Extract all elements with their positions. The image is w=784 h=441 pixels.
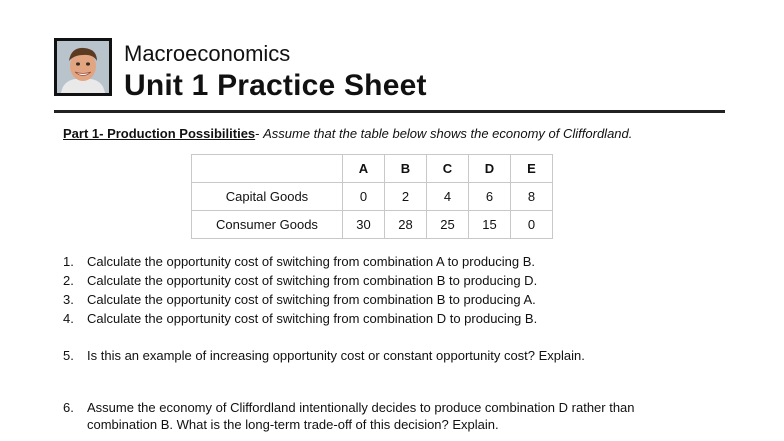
question-number: 4. (63, 311, 74, 326)
page-title: Unit 1 Practice Sheet (124, 69, 427, 102)
question-number: 5. (63, 348, 74, 363)
question-number: 1. (63, 254, 74, 269)
table-header-row (192, 155, 553, 183)
part-1-separator: - (255, 126, 264, 141)
table-cell: 2 (385, 183, 427, 211)
column-header: C (427, 155, 469, 183)
course-subject: Macroeconomics (124, 41, 291, 66)
part-1-heading: Part 1- Production Possibilities (63, 126, 256, 141)
table-corner-cell (192, 155, 343, 183)
column-header: D (469, 155, 511, 183)
question-text: combination B. What is the long-term trade-off of this decision? Explain. (87, 417, 499, 432)
author-photo (54, 38, 112, 96)
table-cell: 28 (385, 211, 427, 239)
question-number: 3. (63, 292, 74, 307)
person-portrait-icon (57, 41, 109, 93)
table-row (192, 183, 553, 211)
question-text: Calculate the opportunity cost of switching from combination B to producing A. (87, 292, 536, 307)
table-cell: 0 (343, 183, 385, 211)
question-text: Calculate the opportunity cost of switching from combination A to producing B. (87, 254, 536, 269)
question-text: Assume the economy of Cliffordland intentionally decides to produce combination D rather than (87, 400, 635, 415)
question-text: Is this an example of increasing opportunity cost or constant opportunity cost? Explain. (87, 348, 585, 363)
question-number: 6. (63, 400, 74, 415)
column-header: A (343, 155, 385, 183)
table-cell: 0 (511, 211, 553, 239)
table-cell: 25 (427, 211, 469, 239)
production-possibilities-table (191, 154, 553, 239)
table-cell: 15 (469, 211, 511, 239)
row-label: Consumer Goods (192, 211, 343, 239)
row-label: Capital Goods (192, 183, 343, 211)
table-row (192, 211, 553, 239)
column-header: B (385, 155, 427, 183)
question-number: 2. (63, 273, 74, 288)
part-1-description: Assume that the table below shows the economy of Cliffordland. (263, 126, 633, 141)
table-cell: 4 (427, 183, 469, 211)
table-cell: 30 (343, 211, 385, 239)
table-cell: 6 (469, 183, 511, 211)
header-divider (54, 110, 725, 113)
part-1-intro (63, 126, 632, 141)
question-text: Calculate the opportunity cost of switching from combination D to producing B. (87, 311, 538, 326)
column-header: E (511, 155, 553, 183)
table-cell: 8 (511, 183, 553, 211)
question-text: Calculate the opportunity cost of switching from combination B to producing D. (87, 273, 538, 288)
